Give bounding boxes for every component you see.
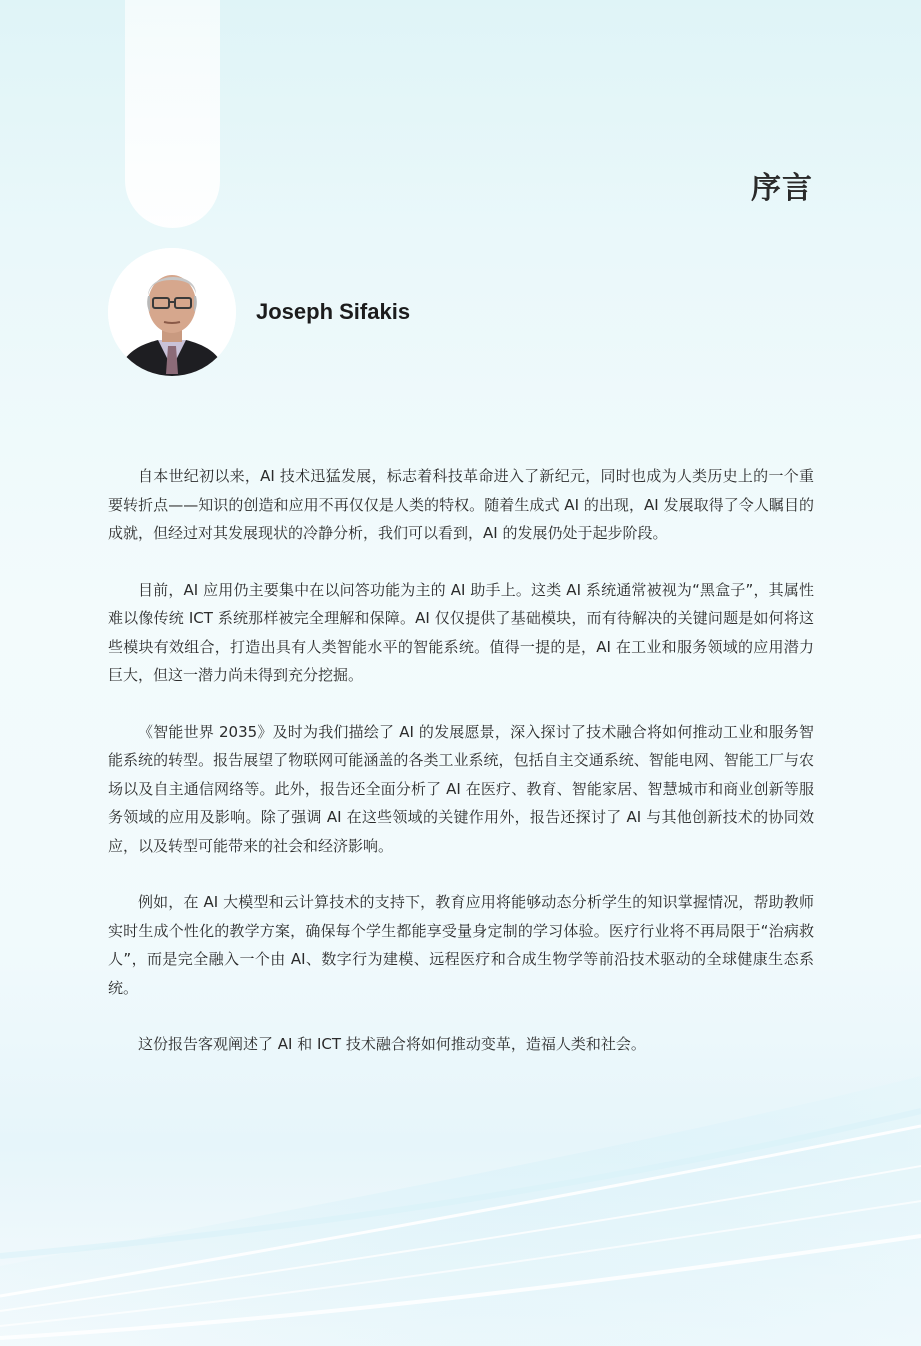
paragraph: 自本世纪初以来，AI 技术迅猛发展，标志着科技革命进入了新纪元，同时也成为人类历史上的一个重要转折点——知识的创造和应用不再仅仅是人类的特权。随着生成式 AI 的出现，AI 发展取得了令人瞩目的成就，但经过对其发展现状的冷静分析，我们可以看到，AI 的发展仍处于起步阶段。 bbox=[108, 467, 814, 542]
paragraph: 这份报告客观阐述了 AI 和 ICT 技术融合将如何推动变革，造福人类和社会。 bbox=[138, 1035, 646, 1053]
paragraph: 例如，在 AI 大模型和云计算技术的支持下，教育应用将能够动态分析学生的知识掌握情况，帮助教师实时生成个性化的教学方案，确保每个学生都能享受量身定制的学习体验。医疗行业将不再局限于“治病救人”，而是完全融入一个由 AI、数字行为建模、远程医疗和合成生物学等前沿技术驱动的全球健康生态系统。 bbox=[108, 893, 814, 997]
page-title: 序言 bbox=[751, 171, 813, 206]
paragraph: 《智能世界 2035》及时为我们描绘了 AI 的发展愿景，深入探讨了技术融合将如何推动工业和服务智能系统的转型。报告展望了物联网可能涵盖的各类工业系统，包括自主交通系统、智能电网、智能工厂与农场以及自主通信网络等。此外，报告还全面分析了 AI 在医疗、教育、智能家居、智慧城市和商业创新等服务领域的应用及影响。除了强调 AI 在这些领域的关键作用外，报告还探讨了 AI 与其他创新技术的协同效应，以及转型可能带来的社会和经济影响。 bbox=[108, 722, 814, 855]
author-name: Joseph Sifakis bbox=[256, 299, 411, 324]
author-photo bbox=[108, 248, 236, 376]
decorative-pill bbox=[125, 0, 220, 228]
author-block bbox=[108, 248, 410, 376]
paragraph: 目前，AI 应用仍主要集中在以问答功能为主的 AI 助手上。这类 AI 系统通常被视为“黑盒子”，其属性难以像传统 ICT 系统那样被完全理解和保障。AI 仅仅提供了基础模块，而有待解决的关键问题是如何将这些模块有效组合，打造出具有人类智能水平的智能系统。值得一提的是，AI 在工业和服务领域的应用潜力巨大，但这一潜力尚未得到充分挖掘。 bbox=[108, 580, 814, 684]
preface-body bbox=[108, 462, 814, 1087]
